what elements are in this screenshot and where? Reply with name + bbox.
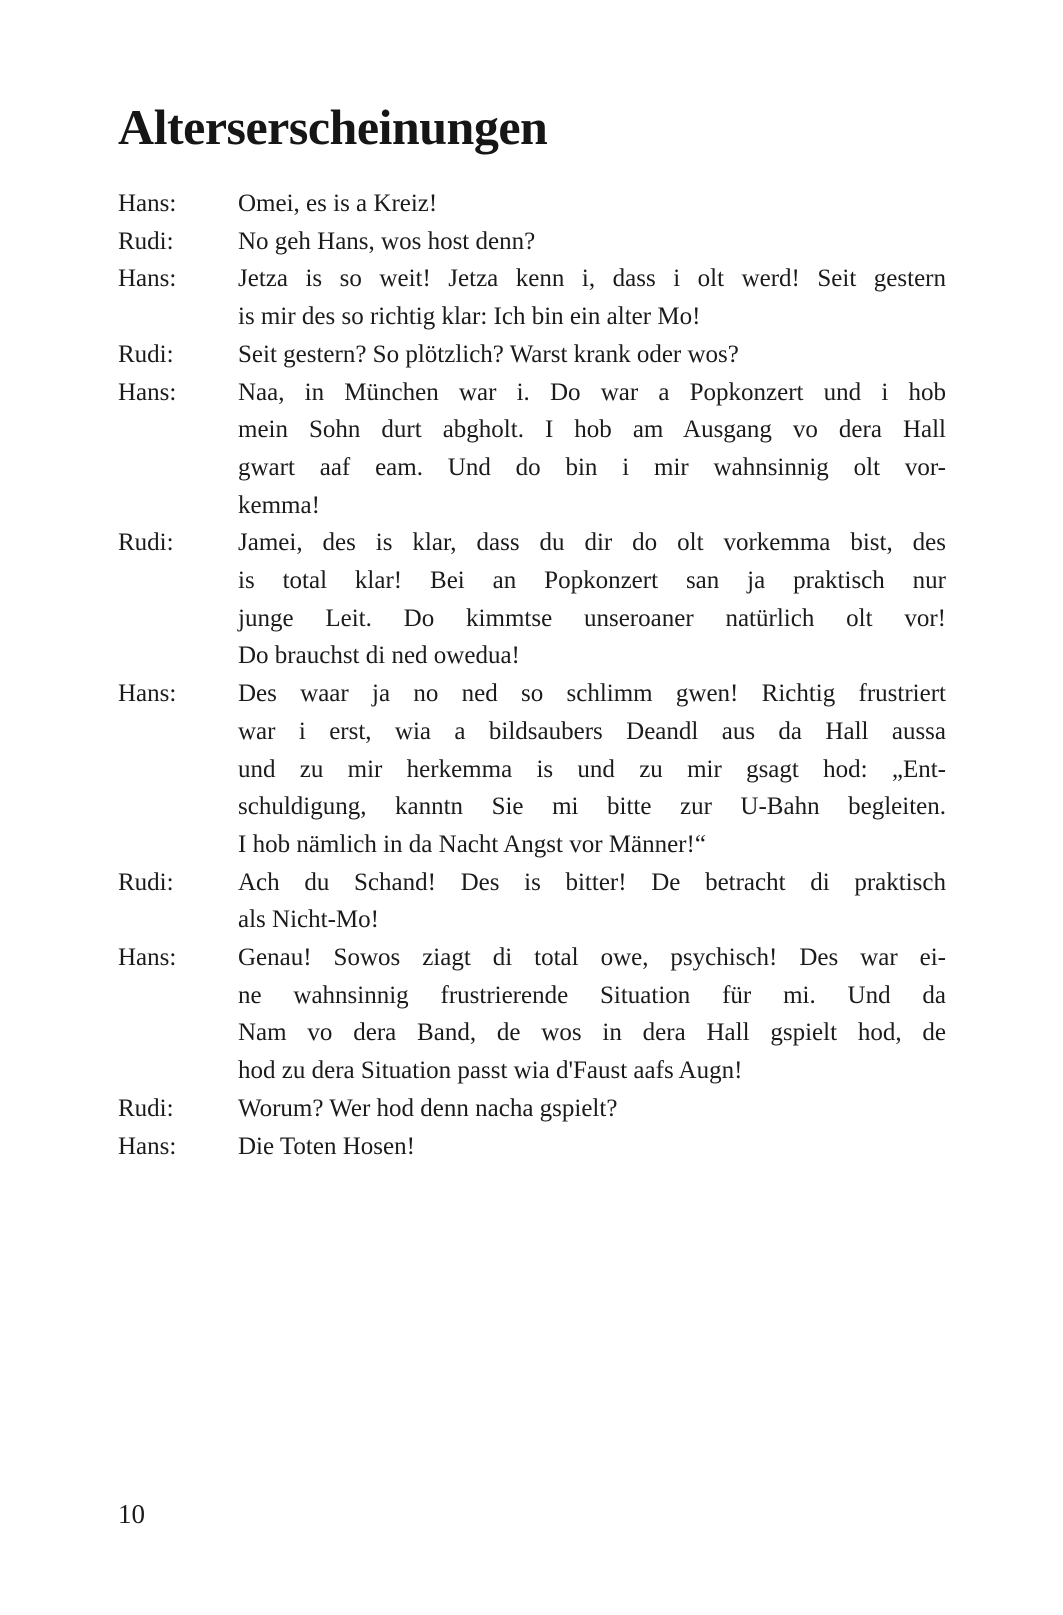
speech-line: is mir des so richtig klar: Ich bin ein alter Mo! xyxy=(238,303,701,331)
speaker-label: Rudi: xyxy=(118,340,174,368)
speaker-label: Hans: xyxy=(118,190,177,217)
speech-row xyxy=(118,1090,946,1128)
speech-text xyxy=(238,336,946,374)
page-content xyxy=(118,100,946,1165)
speech-row xyxy=(118,864,946,939)
speech-line: gwart aaf eam. Und do bin i mir wahnsinnig olt vor- xyxy=(238,453,946,481)
speech-line: Des waar ja no ned so schlimm gwen! Richtig frustriert xyxy=(238,680,946,708)
speech-row xyxy=(118,336,946,374)
speech-line: junge Leit. Do kimmtse unseroaner natürlich olt vor! xyxy=(238,604,946,632)
speech-text xyxy=(238,1090,946,1128)
speech-line: Die Toten Hosen! xyxy=(238,1132,415,1160)
speech-line: Jamei, des is klar, dass du dir do olt vorkemma bist, des xyxy=(238,529,946,557)
speech-row xyxy=(118,524,946,675)
speech-text xyxy=(238,374,946,525)
speech-row xyxy=(118,185,946,223)
speech-text xyxy=(238,675,946,864)
speech-line: Do brauchst di ned owedua! xyxy=(238,642,520,670)
speech-line: Naa, in München war i. Do war a Popkonzert und i hob xyxy=(238,378,946,406)
speech-line: kemma! xyxy=(238,491,320,519)
speech-line: Genau! Sowos ziagt di total owe, psychisch! Des war ei- xyxy=(238,944,946,972)
dialogue-section xyxy=(118,185,946,1165)
speaker-label: Hans: xyxy=(118,378,177,406)
speech-line: No geh Hans, wos host denn? xyxy=(238,227,536,255)
speech-line: Seit gestern? So plötzlich? Warst krank oder wos? xyxy=(238,340,739,368)
speech-row xyxy=(118,260,946,335)
speech-row xyxy=(118,374,946,525)
speech-line: is total klar! Bei an Popkonzert san ja praktisch nur xyxy=(238,567,946,595)
speech-line: schuldigung, kanntn Sie mi bitte zur U-Bahn begleiten. xyxy=(238,793,946,821)
speech-line: Ach du Schand! Des is bitter! De betracht di praktisch xyxy=(238,868,946,896)
speech-row xyxy=(118,939,946,1090)
speaker-label: Hans: xyxy=(118,680,177,708)
speech-row xyxy=(118,1128,946,1166)
speech-line: Worum? Wer hod denn nacha gspielt? xyxy=(238,1094,618,1122)
speech-text xyxy=(238,864,946,939)
speech-line: war i erst, wia a bildsaubers Deandl aus da Hall aussa xyxy=(238,717,946,745)
speaker-label: Rudi: xyxy=(118,529,174,557)
speech-line: ne wahnsinnig frustrierende Situation für mi. Und da xyxy=(238,981,946,1009)
page-title: Alterserscheinungen xyxy=(118,99,548,155)
speech-row xyxy=(118,223,946,261)
speech-text xyxy=(238,223,946,261)
speech-text xyxy=(238,185,946,223)
speaker-label: Rudi: xyxy=(118,227,174,255)
speaker-label: Rudi: xyxy=(118,1094,174,1122)
speech-line: I hob nämlich in da Nacht Angst vor Männer!“ xyxy=(238,830,706,858)
speech-line: Omei, es is a Kreiz! xyxy=(238,190,438,217)
speech-line: als Nicht-Mo! xyxy=(238,906,379,934)
speech-text xyxy=(238,1128,946,1166)
speech-line: und zu mir herkemma is und zu mir gsagt hod: „Ent- xyxy=(238,755,946,783)
speech-text xyxy=(238,939,946,1090)
speaker-label: Hans: xyxy=(118,265,177,293)
speech-line: Nam vo dera Band, de wos in dera Hall gspielt hod, de xyxy=(238,1019,946,1047)
speech-line: Jetza is so weit! Jetza kenn i, dass i olt werd! Seit gestern xyxy=(238,265,946,293)
page-number: 10 xyxy=(118,1499,145,1529)
speech-text xyxy=(238,260,946,335)
speech-text xyxy=(238,524,946,675)
speaker-label: Hans: xyxy=(118,1132,177,1160)
speaker-label: Rudi: xyxy=(118,868,174,896)
speech-row xyxy=(118,675,946,864)
speech-line: hod zu dera Situation passt wia d'Faust aafs Augn! xyxy=(238,1057,743,1085)
speaker-label: Hans: xyxy=(118,944,177,972)
speech-line: mein Sohn durt abgholt. I hob am Ausgang vo dera Hall xyxy=(238,416,946,444)
